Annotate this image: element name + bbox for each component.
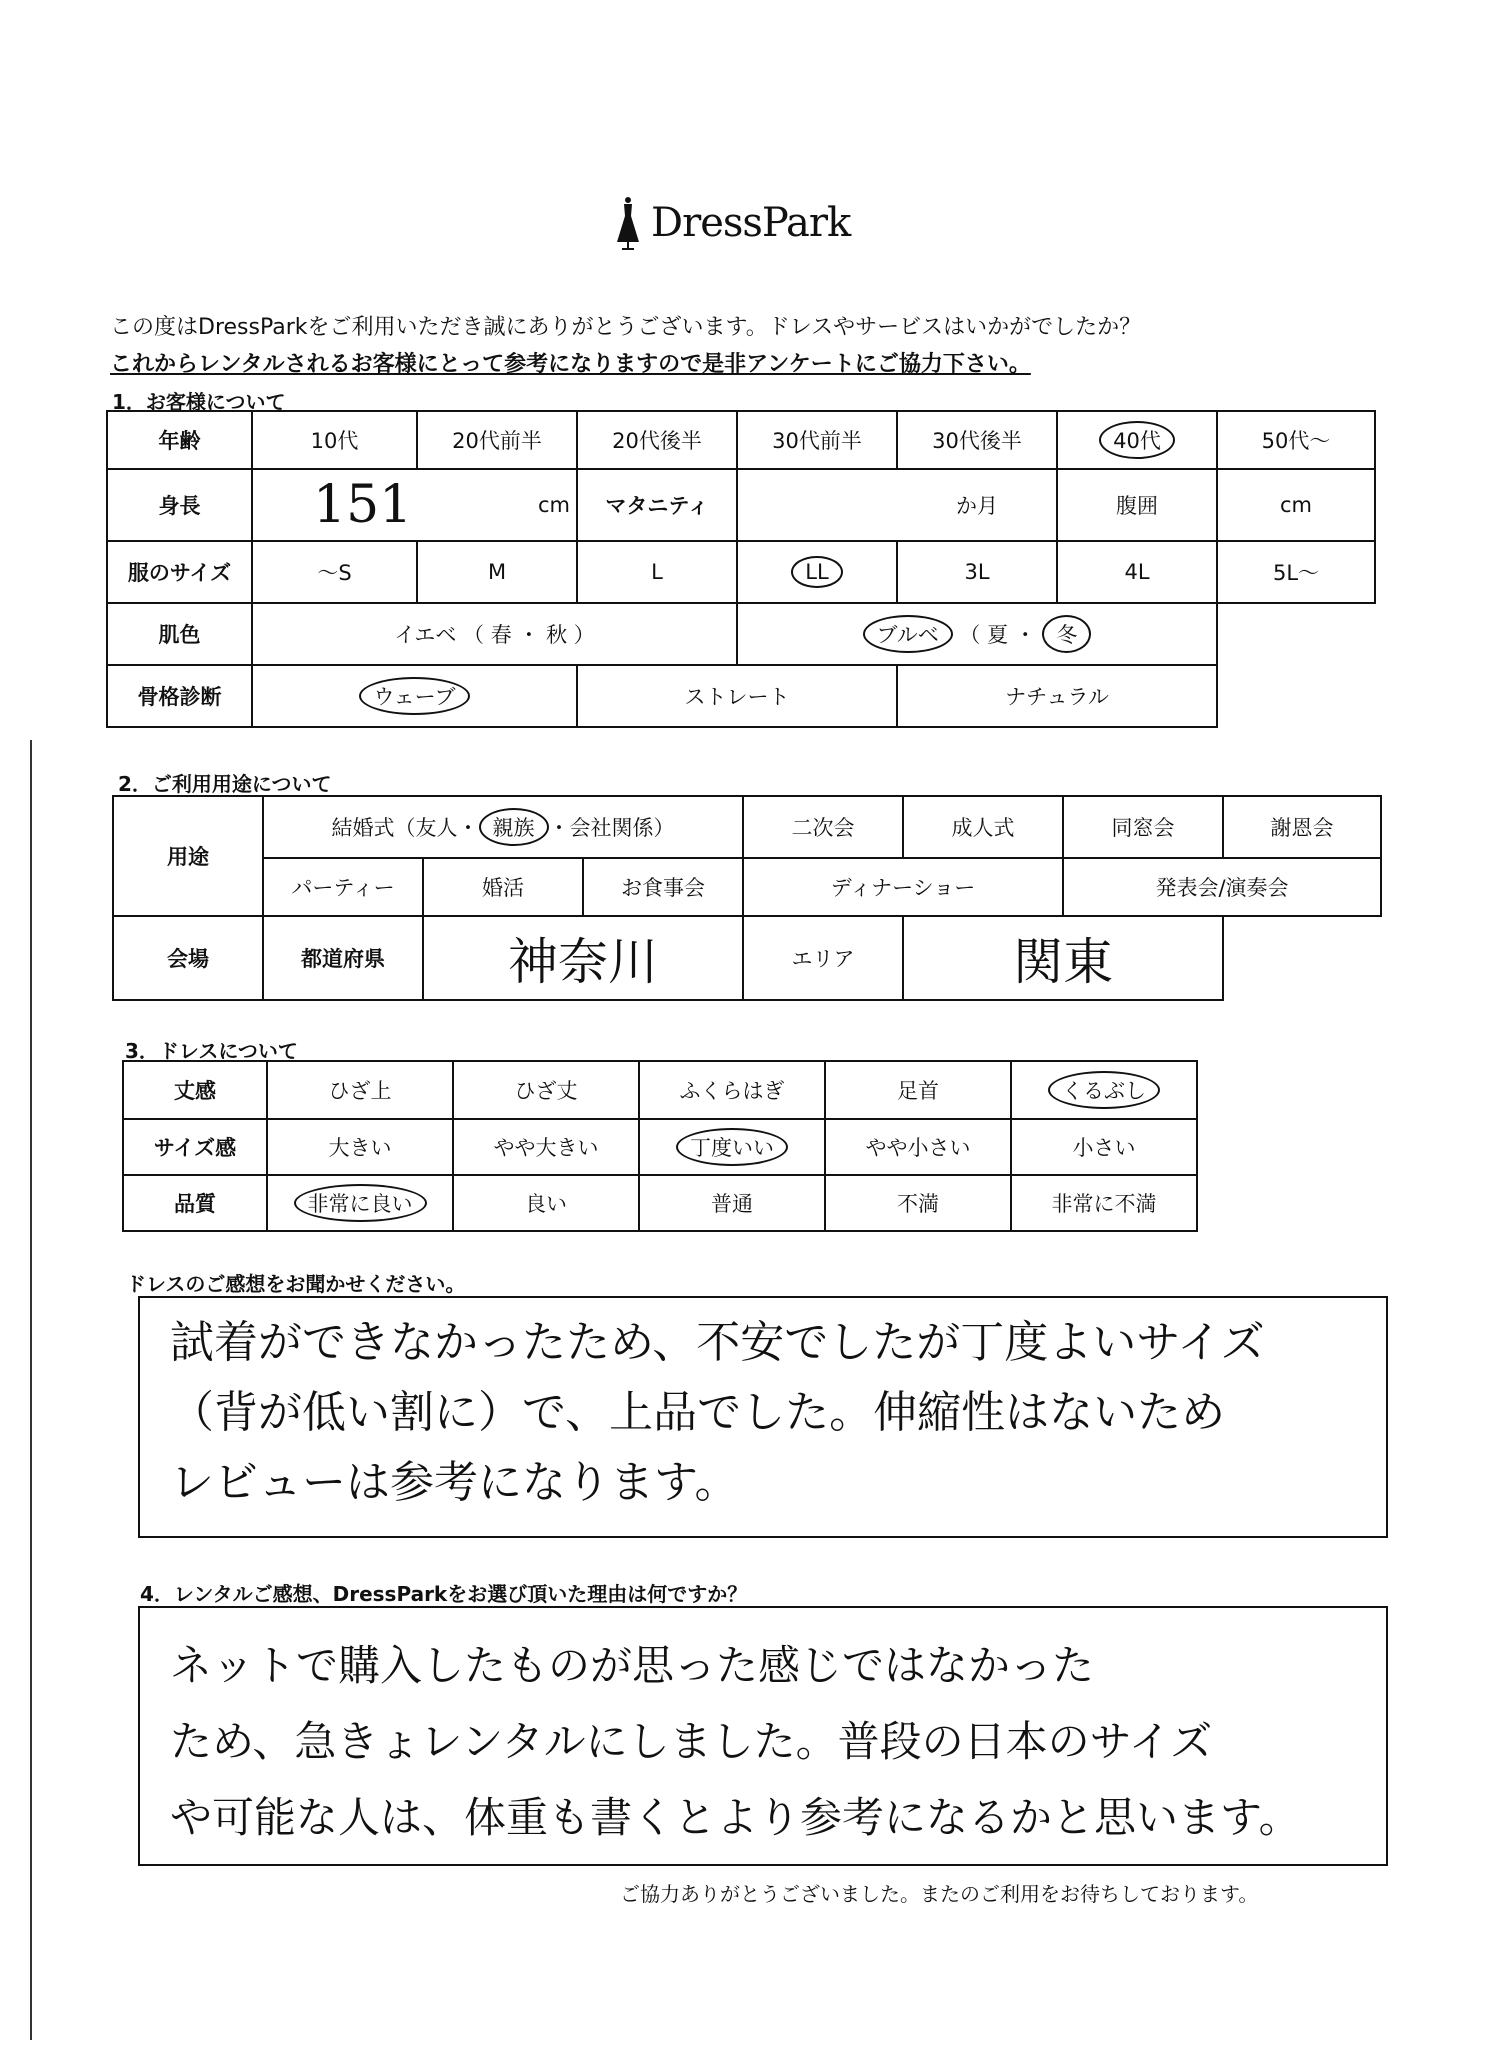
thanks-text: ご協力ありがとうございました。またのご利用をお待ちしております。 — [620, 1882, 1259, 1906]
purpose-option[interactable]: パーティー — [263, 858, 423, 916]
wedding-option[interactable] — [263, 796, 743, 858]
quality-label: 品質 — [123, 1175, 267, 1231]
friend-text: 友人 — [415, 816, 458, 840]
yellow-base-option[interactable] — [252, 603, 737, 665]
section2-title: 2．ご利用用途について — [118, 772, 332, 796]
length-option-selected[interactable] — [1011, 1061, 1197, 1119]
prefecture-label: 都道府県 — [263, 916, 423, 1000]
age-option[interactable]: 30代後半 — [897, 411, 1057, 469]
skin-label: 肌色 — [107, 603, 252, 665]
purpose-option[interactable]: ディナーショー — [743, 858, 1063, 916]
purpose-option[interactable]: お食事会 — [583, 858, 743, 916]
length-label: 丈感 — [123, 1061, 267, 1119]
purpose-option[interactable]: 成人式 — [903, 796, 1063, 858]
height-label: 身長 — [107, 469, 252, 541]
autumn-text: 秋 — [546, 623, 568, 647]
area-value: 関東 — [1013, 933, 1113, 991]
paren-open: （ — [959, 623, 981, 647]
age-option[interactable]: 30代前半 — [737, 411, 897, 469]
bone-selected-mark: ウェーブ — [359, 677, 469, 715]
logo — [615, 196, 850, 250]
section3-title: 3．ドレスについて — [125, 1039, 298, 1063]
waist-unit: cm — [1279, 493, 1312, 517]
length-option[interactable]: ひざ上 — [267, 1061, 453, 1119]
months-label: か月 — [956, 494, 998, 518]
blue-base-selected-mark: ブルベ — [863, 615, 953, 653]
winter-selected-mark: 冬 — [1042, 615, 1091, 653]
size-label: 服のサイズ — [107, 541, 252, 603]
purpose-option[interactable]: 二次会 — [743, 796, 903, 858]
scan-margin-line — [30, 740, 32, 2040]
intro-text: この度はDressParkをご利用いただき誠にありがとうございます。ドレスやサービスはいかがでしたか？ — [110, 315, 1142, 340]
customer-table — [106, 410, 1376, 728]
bone-option[interactable]: ストレート — [577, 665, 897, 727]
area-field[interactable] — [903, 916, 1223, 1000]
intro-bold-text: これからレンタルされるお客様にとって参考になりますので是非アンケートにご協力下さい。 — [110, 352, 1031, 377]
purpose-option[interactable]: 同窓会 — [1063, 796, 1223, 858]
age-option[interactable]: 20代前半 — [417, 411, 577, 469]
bone-option[interactable]: ナチュラル — [897, 665, 1217, 727]
empty-cell — [1217, 665, 1375, 727]
prefecture-field[interactable] — [423, 916, 743, 1000]
area-label: エリア — [743, 916, 903, 1000]
length-selected-mark: くるぶし — [1048, 1071, 1160, 1109]
dot-separator: ・ — [457, 816, 479, 840]
waist-field[interactable] — [1217, 469, 1375, 541]
wedding-suffix: ） — [653, 816, 675, 840]
age-option-selected[interactable] — [1057, 411, 1217, 469]
purpose-label: 用途 — [113, 796, 263, 916]
dress-icon — [615, 196, 641, 250]
purpose-table — [112, 795, 1382, 1001]
purpose-option[interactable]: 謝恩会 — [1223, 796, 1381, 858]
prefecture-value: 神奈川 — [508, 933, 658, 991]
size-option[interactable]: M — [417, 541, 577, 603]
quality-option[interactable]: 普通 — [639, 1175, 825, 1231]
comment2-textarea[interactable]: ネットで購入したものが思った感じではなかった ため、急きょレンタルにしました。普段の日本のサイズ や可能な人は、体重も書くとより参考になるかと思います。 — [138, 1606, 1388, 1866]
paren-open: （ — [463, 623, 485, 647]
length-option[interactable]: ひざ丈 — [453, 1061, 639, 1119]
summer-text: 夏 — [987, 623, 1009, 647]
size-option[interactable]: 4L — [1057, 541, 1217, 603]
size-option[interactable]: 3L — [897, 541, 1057, 603]
fit-label: サイズ感 — [123, 1119, 267, 1175]
fit-option-selected[interactable] — [639, 1119, 825, 1175]
logo-text: DressPark — [651, 200, 851, 246]
section1-title: 1．お客様について — [112, 390, 286, 414]
family-selected-mark: 親族 — [479, 808, 549, 846]
quality-option-selected[interactable] — [267, 1175, 453, 1231]
bone-option-selected[interactable] — [252, 665, 577, 727]
wedding-prefix: 結婚式（ — [331, 816, 416, 840]
maternity-field[interactable] — [737, 469, 1057, 541]
size-option[interactable]: L — [577, 541, 737, 603]
comment2-label: 4．レンタルご感想、DressParkをお選び頂いた理由は何ですか？ — [140, 1582, 748, 1606]
fit-option[interactable]: やや大きい — [453, 1119, 639, 1175]
dot-separator: ・ — [548, 816, 570, 840]
paren-close: ） — [573, 623, 595, 647]
venue-label: 会場 — [113, 916, 263, 1000]
size-option[interactable]: ～S — [252, 541, 417, 603]
maternity-label: マタニティ — [577, 469, 737, 541]
purpose-option[interactable]: 婚活 — [423, 858, 583, 916]
fit-selected-mark: 丁度いい — [676, 1128, 788, 1166]
height-field[interactable] — [252, 469, 577, 541]
length-option[interactable]: ふくらはぎ — [639, 1061, 825, 1119]
company-text: 会社関係 — [569, 816, 654, 840]
dress-table — [122, 1060, 1198, 1232]
age-option[interactable]: 50代～ — [1217, 411, 1375, 469]
comment1-textarea[interactable]: 試着ができなかったため、不安でしたが丁度よいサイズ （背が低い割に）で、上品でした。伸縮性はないため レビューは参考になります。 — [138, 1296, 1388, 1538]
dot-separator: ・ — [518, 623, 540, 647]
length-option[interactable]: 足首 — [825, 1061, 1011, 1119]
quality-option[interactable]: 良い — [453, 1175, 639, 1231]
spring-text: 春 — [490, 623, 512, 647]
blue-base-option[interactable] — [737, 603, 1217, 665]
age-selected-mark: 40代 — [1099, 421, 1175, 459]
size-option[interactable]: 5L～ — [1217, 541, 1375, 603]
bone-label: 骨格診断 — [107, 665, 252, 727]
size-selected-mark: LL — [791, 556, 842, 588]
quality-option[interactable]: 非常に不満 — [1011, 1175, 1197, 1231]
yellow-base-text: イエベ — [394, 623, 457, 647]
fit-option[interactable]: やや小さい — [825, 1119, 1011, 1175]
comment1-label: ドレスのご感想をお聞かせください。 — [126, 1272, 466, 1296]
age-option[interactable]: 20代後半 — [577, 411, 737, 469]
fit-option[interactable]: 大きい — [267, 1119, 453, 1175]
empty-cell — [1223, 916, 1381, 1000]
purpose-option[interactable]: 発表会/演奏会 — [1063, 858, 1381, 916]
quality-option[interactable]: 不満 — [825, 1175, 1011, 1231]
waist-label: 腹囲 — [1057, 469, 1217, 541]
height-unit: cm — [537, 493, 570, 517]
age-option[interactable]: 10代 — [252, 411, 417, 469]
fit-option[interactable]: 小さい — [1011, 1119, 1197, 1175]
size-option-selected[interactable] — [737, 541, 897, 603]
dot-separator: ・ — [1014, 623, 1036, 647]
quality-selected-mark: 非常に良い — [294, 1184, 427, 1222]
age-label: 年齢 — [107, 411, 252, 469]
empty-cell — [1217, 603, 1375, 665]
height-value: 151 — [313, 475, 413, 535]
